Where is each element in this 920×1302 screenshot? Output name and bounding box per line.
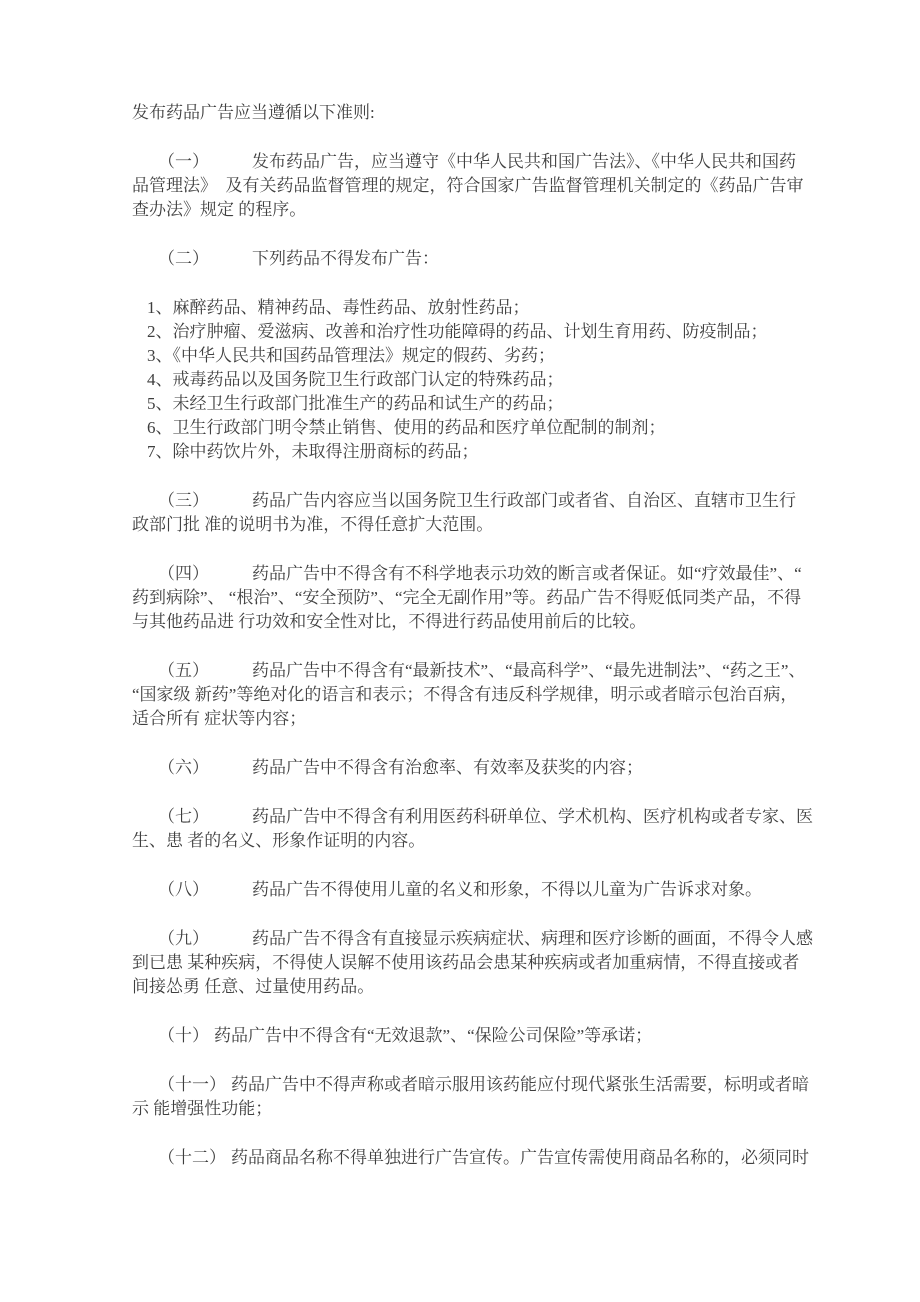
paragraph	[132, 878, 802, 902]
paragraph-marker: （三）	[158, 491, 209, 510]
paragraph	[132, 489, 802, 537]
paragraph-line: “国家级 新药”等绝对化的语言和表示；不得含有违反科学规律，明示或者暗示包治百病，	[132, 685, 798, 704]
document-content	[132, 101, 813, 1170]
paragraph-first-line	[132, 489, 802, 513]
list-item: 6、卫生行政部门明令禁止销售、使用的药品和医疗单位配制的制剂；	[147, 418, 666, 437]
paragraph-first-line	[132, 1073, 809, 1097]
paragraph-first-line	[132, 1024, 802, 1048]
paragraph-text: 药品广告不得含有直接显示疾病症状、病理和医疗诊断的画面，不得令人感	[252, 929, 813, 948]
paragraph-marker: （六）	[158, 758, 209, 777]
list-item: 3、《中华人民共和国药品管理法》规定的假药、劣药；	[147, 346, 555, 365]
paragraph	[132, 562, 802, 634]
paragraph-first-line	[132, 805, 813, 829]
list-item: 4、戒毒药品以及国务院卫生行政部门认定的特殊药品；	[147, 370, 564, 389]
numbered-list	[132, 296, 802, 464]
paragraph-text: 发布药品广告，应当遵守《中华人民共和国广告法》、《中华人民共和国药	[252, 152, 796, 171]
paragraph-text: 药品广告中不得含有利用医药科研单位、学术机构、医疗机构或者专家、医	[252, 807, 813, 826]
paragraph-first-line	[132, 247, 802, 271]
paragraph	[132, 927, 813, 999]
paragraph	[132, 101, 802, 125]
paragraph-line: 药到病除”、 “根治”、“安全预防”、“完全无副作用”等。药品广告不得贬低同类产品，不得	[132, 588, 802, 607]
paragraph-marker: （八）	[158, 880, 209, 899]
paragraph-text: 下列药品不得发布广告：	[252, 249, 439, 268]
paragraph-text: 药品广告内容应当以国务院卫生行政部门或者省、自治区、直辖市卫生行	[252, 491, 796, 510]
paragraph-marker: （四）	[158, 564, 209, 583]
paragraph-text: 药品商品名称不得单独进行广告宣传。广告宣传需使用商品名称的，必须同时	[231, 1148, 809, 1167]
paragraph-marker: （十二）	[158, 1148, 226, 1167]
paragraph-marker: （十）	[158, 1026, 209, 1045]
paragraph-text: 药品广告中不得声称或者暗示服用该药能应付现代紧张生活需要，标明或者暗	[231, 1075, 809, 1094]
paragraph-line: 生、患 者的名义、形象作证明的内容。	[132, 831, 426, 850]
paragraph-line: 适合所有 症状等内容；	[132, 709, 307, 728]
paragraph	[132, 756, 802, 780]
paragraph-first-line	[132, 562, 802, 586]
paragraph-line: 政部门批 准的说明书为准，不得任意扩大范围。	[132, 515, 494, 534]
paragraph-line: 间接怂勇 任意、过量使用药品。	[132, 977, 375, 996]
paragraph-text: 药品广告中不得含有“最新技术”、“最高科学”、“最先进制法”、“药之王”、	[252, 661, 806, 680]
paragraph-first-line	[132, 756, 802, 780]
paragraph	[132, 659, 806, 731]
paragraph-first-line	[132, 927, 813, 951]
list-item: 7、除中药饮片外，未取得注册商标的药品；	[147, 442, 479, 461]
list-item: 2、治疗肿瘤、爱滋病、改善和治疗性功能障碍的药品、计划生育用药、防疫制品；	[147, 322, 768, 341]
paragraph-line: 到已患 某种疾病，不得使人误解不使用该药品会患某种疾病或者加重病情，不得直接或者	[132, 953, 800, 972]
paragraph-marker: （五）	[158, 661, 209, 680]
list-item: 5、未经卫生行政部门批准生产的药品和试生产的药品；	[147, 394, 564, 413]
paragraph	[132, 150, 802, 222]
paragraph-text: 药品广告中不得含有治愈率、有效率及获奖的内容；	[252, 758, 643, 777]
paragraph-first-line	[132, 878, 802, 902]
list-item: 1、麻醉药品、精神药品、毒性药品、放射性药品；	[147, 298, 530, 317]
paragraph-marker: （二）	[158, 249, 209, 268]
paragraph-first-line	[132, 1146, 809, 1170]
paragraph-marker: （十一）	[158, 1075, 226, 1094]
paragraph	[132, 1146, 809, 1170]
paragraph-text: 药品广告不得使用儿童的名义和形象，不得以儿童为广告诉求对象。	[252, 880, 762, 899]
paragraph	[132, 1073, 809, 1121]
paragraph-text: 药品广告中不得含有不科学地表示功效的断言或者保证。如“疗效最佳”、“	[252, 564, 802, 583]
paragraph-line: 查办法》规定 的程序。	[132, 200, 307, 219]
paragraph-marker: （九）	[158, 929, 209, 948]
paragraph-line: 示 能增强性功能；	[132, 1099, 273, 1118]
paragraph	[132, 805, 813, 853]
paragraph-first-line	[132, 150, 802, 174]
paragraph-marker: （一）	[158, 152, 209, 171]
paragraph	[132, 1024, 802, 1048]
intro-line: 发布药品广告应当遵循以下准则:	[132, 103, 375, 122]
paragraph-marker: （七）	[158, 807, 209, 826]
paragraph-line: 与其他药品进 行功效和安全性对比，不得进行药品使用前后的比较。	[132, 612, 647, 631]
paragraph-line: 品管理法》 及有关药品监督管理的规定，符合国家广告监督管理机关制定的《药品广告审	[132, 176, 804, 195]
paragraph-first-line	[132, 659, 806, 683]
paragraph-text: 药品广告中不得含有“无效退款”、“保险公司保险”等承诺；	[214, 1026, 653, 1045]
paragraph	[132, 247, 802, 271]
